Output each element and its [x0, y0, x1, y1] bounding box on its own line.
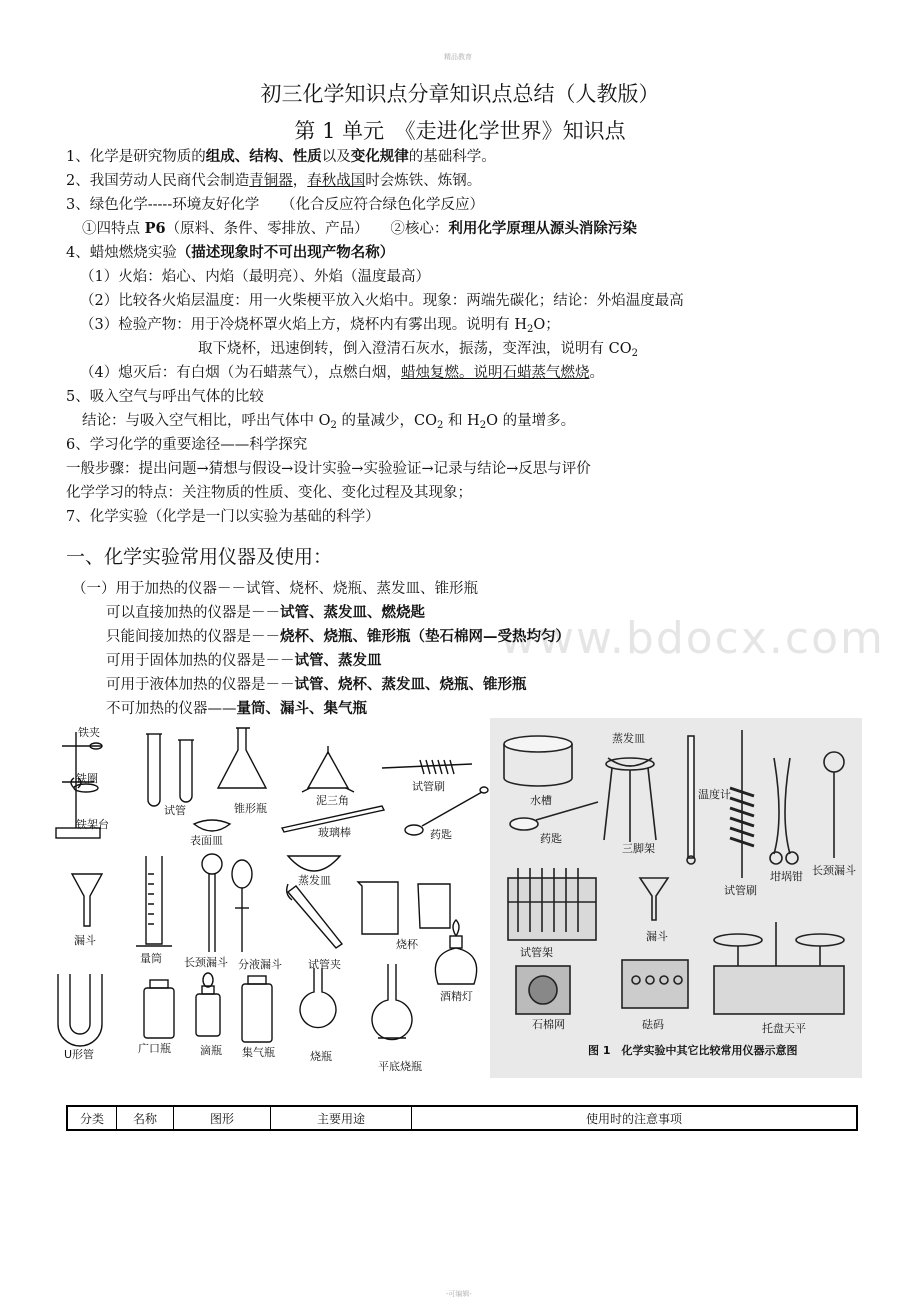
label-test-tube: 试管: [164, 804, 186, 817]
long-funnel-drawing: [202, 854, 222, 952]
label-u-tube: U形管: [64, 1048, 95, 1061]
thermometer-drawing: [687, 736, 695, 864]
heating-indirect: 只能间接加热的仪器是－－烧杯、烧瓶、锥形瓶（垫石棉网—受热均匀）: [106, 628, 570, 645]
label-tube-rack: 试管架: [520, 946, 553, 959]
evap-dish-drawing: [288, 856, 340, 871]
apparatus-table: [66, 1105, 858, 1131]
unit-title: 第 1 单元 《走进化学世界》知识点: [294, 119, 626, 143]
label-beaker: 烧杯: [396, 938, 418, 951]
line-11: 5、吸入空气与呼出气体的比较: [66, 389, 264, 405]
label-trough: 水槽: [530, 794, 552, 807]
label-gauze: 石棉网: [532, 1018, 565, 1031]
flask-drawing: [300, 968, 336, 1028]
label-tube-holder: 试管夹: [308, 958, 341, 971]
line-15: 化学学习的特点：关注物质的性质、变化、变化过程及其现象；: [66, 485, 472, 501]
weights-drawing: [622, 960, 688, 1008]
label-iron-ring: 铁圈: [76, 772, 98, 785]
gauze-drawing: [516, 966, 570, 1014]
line-6: （1）火焰：焰心、内焰（最明亮）、外焰（温度最高）: [80, 269, 430, 285]
line-5: 4、蜡烛燃烧实验（描述现象时不可出现产物名称）: [66, 244, 395, 261]
label-funnel: 漏斗: [74, 934, 96, 947]
line-16: 7、化学实验（化学是一门以实验为基础的科学）: [66, 509, 380, 525]
heating-none: 不可加热的仪器——量筒、漏斗、集气瓶: [106, 700, 367, 717]
col-shape: 图形: [174, 1106, 271, 1130]
label-flask: 烧瓶: [310, 1050, 332, 1063]
test-tube-drawing: [146, 734, 194, 806]
page-title: 初三化学知识点分章知识点总结（人教版）: [260, 82, 660, 106]
label-balance: 托盘天平: [762, 1022, 806, 1035]
line-13: 6、学习化学的重要途径——科学探究: [66, 437, 308, 453]
col-name: 名称: [117, 1106, 174, 1130]
label-iron-clamp: 铁夹: [78, 726, 100, 739]
label-watch-glass: 表面皿: [190, 834, 223, 847]
label-crucible-tongs: 坩埚钳: [770, 870, 803, 883]
label-conical-flask: 锥形瓶: [234, 802, 267, 815]
dropper-bottle-drawing: [196, 973, 220, 1036]
label-gas-jar: 集气瓶: [242, 1046, 275, 1059]
header-mark: 精品教育: [444, 53, 472, 61]
line-7: （2）比较各火焰层温度：用一火柴梗平放入火焰中。现象：两端先碳化；结论：外焰温度最高: [80, 293, 684, 309]
label-long-funnel-right: 长颈漏斗: [812, 864, 856, 877]
line-10: （4）熄灭后：有白烟（为石蜡蒸气），点燃白烟，蜡烛复燃。说明石蜡蒸气燃烧。: [80, 365, 604, 381]
label-thermometer: 温度计: [698, 788, 731, 801]
label-sep-funnel: 分液漏斗: [238, 958, 282, 971]
label-flat-flask: 平底烧瓶: [378, 1060, 422, 1073]
label-spoon-right: 药匙: [540, 832, 562, 845]
clay-triangle-drawing: [302, 746, 354, 792]
beaker-drawing: [358, 882, 450, 934]
heating-solid: 可用于固体加热的仪器是－－试管、蒸发皿: [106, 652, 382, 669]
heating-liquid: 可用于液体加热的仪器是－－试管、烧杯、蒸发皿、烧瓶、锥形瓶: [106, 676, 527, 693]
gas-jar-drawing: [242, 976, 272, 1042]
line-12: 结论：与吸入空气相比，呼出气体中 $O_2$ 的量减少，$CO_2$ 和 $H_2O$ 的量增多。: [82, 413, 576, 431]
tube-brush-drawing: [382, 760, 472, 774]
flat-flask-drawing: [372, 964, 412, 1040]
heating-direct: 可以直接加热的仪器是－－试管、蒸发皿、燃烧匙: [106, 604, 425, 621]
label-tube-brush: 试管刷: [412, 780, 445, 793]
tube-rack-drawing: [508, 868, 596, 940]
table-header-row: [67, 1106, 857, 1130]
heating-heading: （一）用于加热的仪器－－试管、烧杯、烧瓶、蒸发皿、锥形瓶: [72, 581, 478, 597]
label-evap-dish: 蒸发皿: [298, 874, 331, 887]
line-9: 取下烧杯，迅速倒转，倒入澄清石灰水，振荡，变浑浊，说明有 $CO_2$: [198, 341, 638, 359]
watch-glass-drawing: [194, 820, 230, 831]
watermark: www.bdocx.com: [500, 613, 885, 664]
apparatus-figure-right: [490, 718, 862, 1078]
label-wide-bottle: 广口瓶: [138, 1042, 171, 1055]
label-iron-stand: 铁架台: [76, 818, 109, 831]
label-funnel-right: 漏斗: [646, 930, 668, 943]
line-3: 3、绿色化学-----环境友好化学 （化合反应符合绿色化学反应）: [66, 197, 484, 213]
label-long-funnel: 长颈漏斗: [184, 956, 228, 969]
section-heading: 一、化学实验常用仪器及使用：: [66, 546, 333, 568]
label-glass-rod: 玻璃棒: [318, 826, 351, 839]
conical-flask-drawing: [218, 728, 266, 788]
alcohol-lamp-drawing: [435, 920, 476, 984]
wide-bottle-drawing: [144, 980, 174, 1038]
label-tube-brush-right: 试管刷: [724, 884, 757, 897]
u-tube-drawing: [58, 974, 102, 1046]
tube-holder-drawing: [287, 884, 342, 948]
label-evap-dish-right: 蒸发皿: [612, 732, 645, 745]
line-2: 2、我国劳动人民商代会制造青铜器，春秋战国时会炼铁、炼钢。: [66, 173, 482, 189]
label-cylinder: 量筒: [140, 952, 162, 965]
sep-funnel-drawing: [232, 860, 252, 952]
cylinder-drawing: [136, 856, 172, 946]
label-spoon: 药匙: [430, 828, 452, 841]
figure-caption: 图 1 化学实验中其它比较常用仪器示意图: [588, 1044, 798, 1057]
label-tripod: 三脚架: [622, 842, 655, 855]
funnel-drawing: [72, 874, 102, 926]
line-8: （3）检验产物：用于冷烧杯罩火焰上方，烧杯内有雾出现。说明有 $H_2O$；: [80, 317, 560, 335]
label-dropper-bottle: 滴瓶: [200, 1044, 222, 1057]
col-usage: 主要用途: [271, 1106, 412, 1130]
line-14: 一般步骤：提出问题→猜想与假设→设计实验→实验验证→记录与结论→反思与评价: [66, 461, 591, 477]
col-category: 分类: [67, 1106, 117, 1130]
line-4: ①四特点 P6（原料、条件、零排放、产品） ②核心：利用化学原理从源头消除污染: [82, 220, 637, 237]
label-alcohol-lamp: 酒精灯: [440, 990, 473, 1003]
footer-mark: -可编辑-: [446, 1290, 472, 1298]
line-1: 1、化学是研究物质的组成、结构、性质以及变化规律的基础科学。: [66, 148, 496, 165]
label-weights: 砝码: [642, 1018, 664, 1031]
col-notes: 使用时的注意事项: [412, 1106, 858, 1130]
label-clay-triangle: 泥三角: [316, 794, 349, 807]
apparatus-figure-left: [52, 724, 492, 1078]
